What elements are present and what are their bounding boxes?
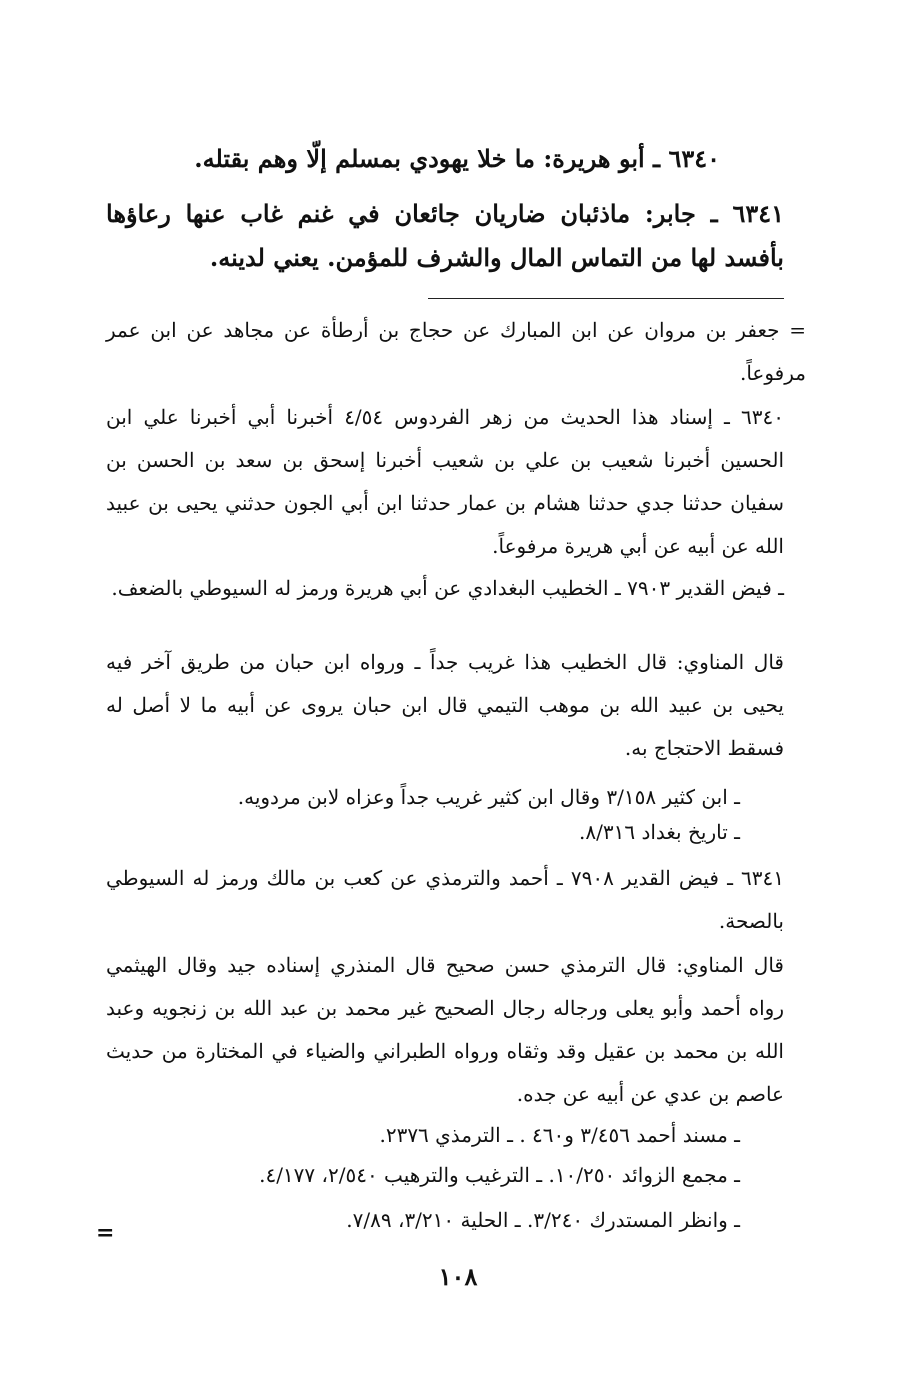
footnote-separator	[428, 298, 784, 299]
hadith-6340: ٦٣٤٠ ـ أبو هريرة: ما خلا يهودي بمسلم إلّا وهم بقتله.	[194, 144, 720, 173]
footnote-6341-faid-alqadir: ٦٣٤١ ـ فيض القدير ٧٩٠٨ ـ أحمد والترمذي عن كعب بن مالك ورمز له السيوطي بالصحة.	[106, 866, 784, 933]
page-number: ١٠٨	[438, 1262, 478, 1291]
hadith-6341: ٦٣٤١ ـ جابر: ماذئبان ضاريان جائعان في غنم غاب عنها رعاؤها بأفسد لها من التماس المال والشرف للمؤمن. يعني لدينه.	[106, 199, 784, 272]
footnote-6341-munawi: قال المناوي: قال الترمذي حسن صحيح قال المنذري إسناده جيد وقال الهيثمي رواه أحمد وأبو يعلى ورجاله رجال الصحيح غير محمد بن عبد الله بن زنجويه وعبد الله بن محمد بن عقيل وقد وثقاه ورواه الطبراني والضياء في المختارة من حديث عاصم بن عدي عن أبيه عن جده.	[106, 953, 784, 1106]
footnote-6340-isnad: ٦٣٤٠ ـ إسناد هذا الحديث من زهر الفردوس ٤/٥٤ أخبرنا أبي أخبرنا علي ابن الحسين أخبرنا شعيب بن علي بن شعيب أخبرنا إسحق بن سعد بن الحسن بن سفيان حدثنا جدي حدثنا هشام بن عمار حدثنا ابن أبي الجون حدثني يحيى بن عبيد الله عن أبيه عن أبي هريرة مرفوعاً.	[106, 405, 784, 558]
footnote-continued: = جعفر بن مروان عن ابن المبارك عن حجاج بن أرطأة عن مجاهد عن ابن عمر مرفوعاً.	[106, 318, 806, 385]
footnote-6341-musnad-ahmad: ـ مسند أحمد ٣/٤٥٦ و٤٦٠ . ـ الترمذي ٢٣٧٦.	[379, 1123, 740, 1147]
continuation-marker: =	[96, 1220, 115, 1246]
footnote-6340-faid-alqadir: ـ فيض القدير ٧٩٠٣ ـ الخطيب البغدادي عن أبي هريرة ورمز له السيوطي بالضعف.	[111, 576, 784, 600]
footnote-6340-munawi: قال المناوي: قال الخطيب هذا غريب جداً ـ ورواه ابن حبان من طريق آخر فيه يحيى بن عبيد الله بن موهب التيمي قال ابن حبان يروى عن أبيه ما لا أصل له فسقط الاحتجاج به.	[106, 650, 784, 760]
footnote-6340-tarikh-baghdad: ـ تاريخ بغداد ٨/٣١٦.	[579, 820, 740, 844]
footnote-6341-mustadrak: ـ وانظر المستدرك ٣/٢٤٠. ـ الحلية ٣/٢١٠، ٧/٨٩.	[346, 1208, 740, 1232]
footnote-6341-majma: ـ مجمع الزوائد ١٠/٢٥٠. ـ الترغيب والترهيب ٢/٥٤٠، ٤/١٧٧.	[259, 1163, 740, 1187]
footnote-6340-ibn-kathir: ـ ابن كثير ٣/١٥٨ وقال ابن كثير غريب جداً وعزاه لابن مردويه.	[237, 785, 740, 809]
